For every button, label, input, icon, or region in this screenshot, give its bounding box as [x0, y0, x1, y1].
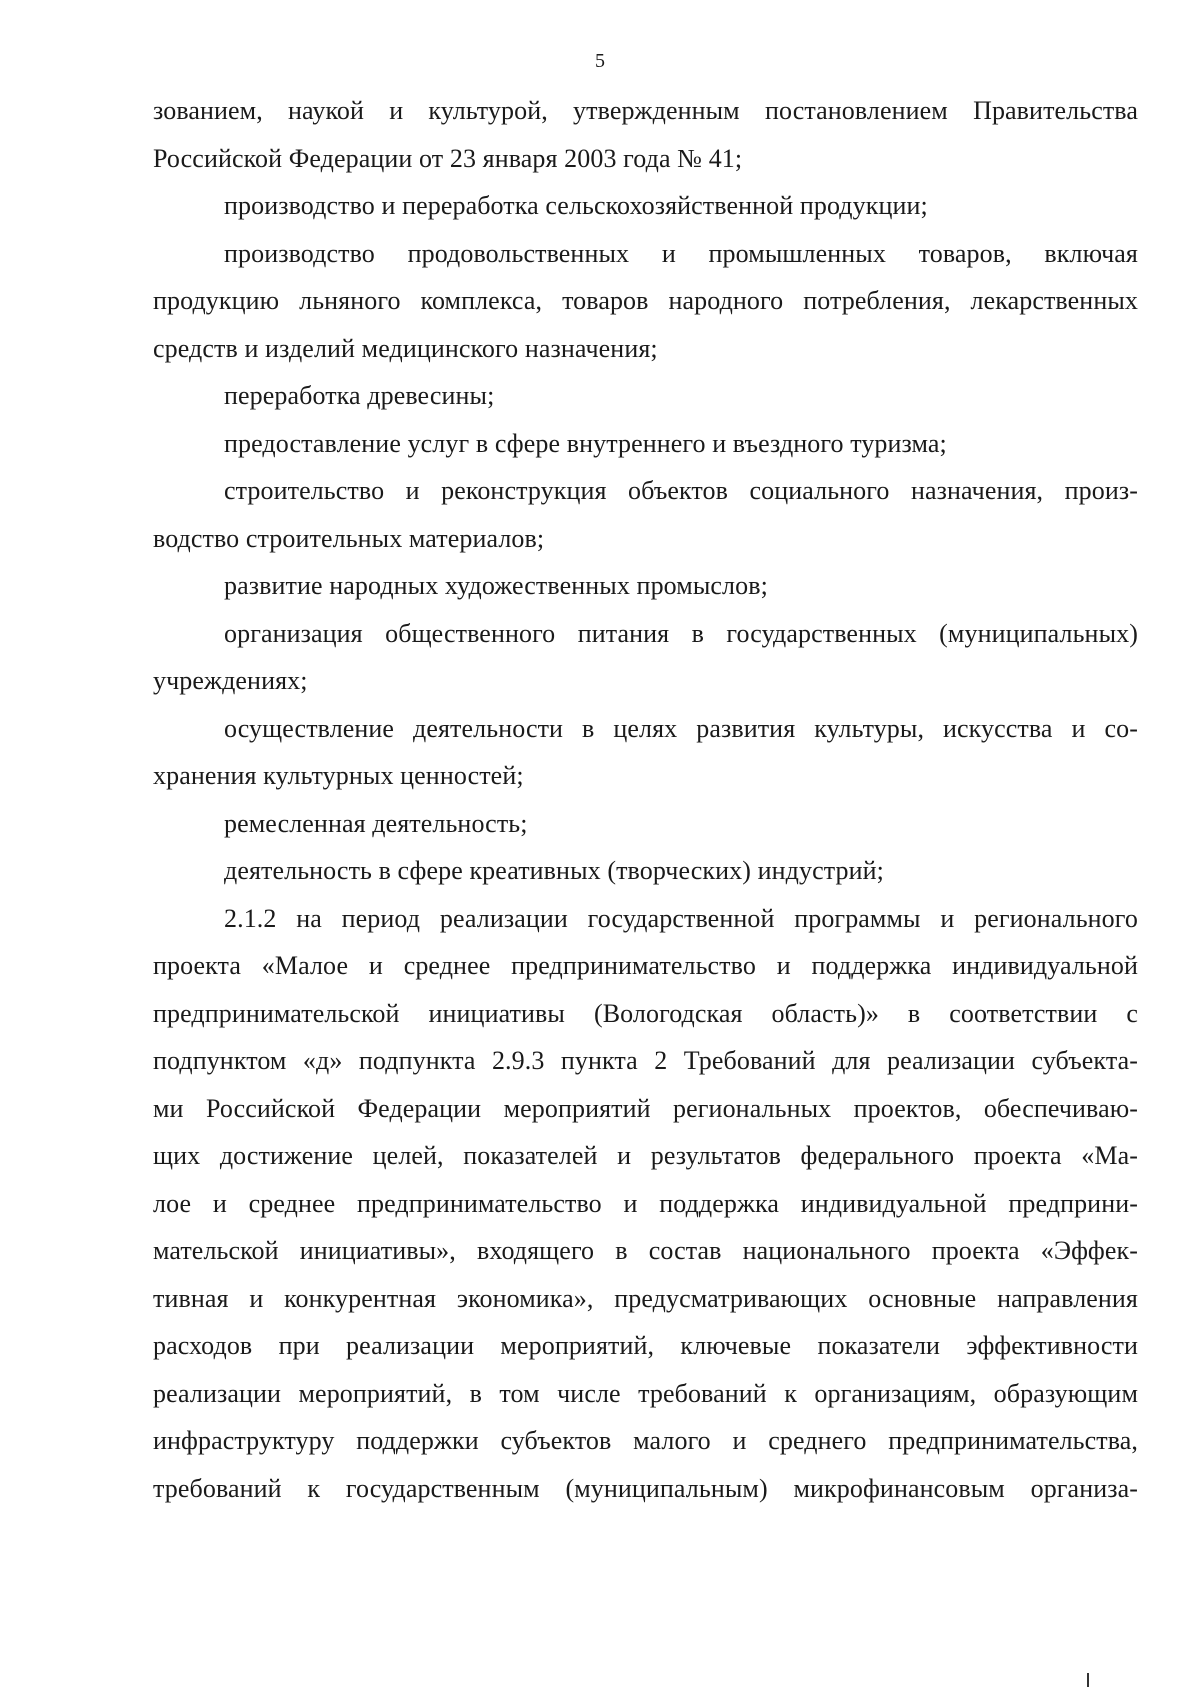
text-line: водство строительных материалов;: [153, 523, 545, 553]
text-line: проекта «Малое и среднее предпринимательство и поддержка индивидуальной: [153, 951, 1138, 980]
text-line: щих достижение целей, показателей и результатов федерального проекта «Ма-: [153, 1141, 1138, 1170]
text-line: предпринимательской инициативы (Вологодская область)» в соответствии с: [153, 998, 1138, 1028]
text-line: учреждениях;: [153, 666, 308, 695]
text-line: деятельность в сфере креативных (творческих) индустрий;: [224, 856, 884, 885]
text-line: осуществление деятельности в целях развития культуры, искусства и со-: [224, 713, 1138, 743]
text-line: строительство и реконструкция объектов социального назначения, произ-: [224, 476, 1138, 505]
page-number: 5: [594, 50, 606, 72]
text-line: тивная и конкурентная экономика», предусматривающих основные направления: [153, 1283, 1138, 1313]
text-line: мательской инициативы», входящего в состав национального проекта «Эффек-: [153, 1236, 1138, 1265]
text-line: развитие народных художественных промыслов;: [224, 571, 768, 600]
text-line: хранения культурных ценностей;: [153, 761, 524, 790]
text-line: средств и изделий медицинского назначения;: [153, 333, 658, 363]
text-line: ми Российской Федерации мероприятий региональных проектов, обеспечиваю-: [153, 1093, 1138, 1123]
text-line: инфраструктуру поддержки субъектов малого и среднего предпринимательства,: [153, 1426, 1138, 1455]
text-line: продукцию льняного комплекса, товаров народного потребления, лекарственных: [153, 286, 1138, 315]
text-line: реализации мероприятий, в том числе требований к организациям, образующим: [153, 1378, 1138, 1408]
text-line: требований к государственным (муниципальным) микрофинансовым организа-: [153, 1473, 1138, 1503]
text-line: производство продовольственных и промышленных товаров, включая: [224, 238, 1138, 268]
text-line: организация общественного питания в государственных (муниципальных): [224, 618, 1138, 648]
document-body: [153, 87, 1138, 1512]
text-line: подпунктом «д» подпункта 2.9.3 пункта 2 Требований для реализации субъекта-: [153, 1046, 1138, 1075]
text-line: 2.1.2 на период реализации государственной программы и регионального: [224, 903, 1138, 933]
text-line: расходов при реализации мероприятий, ключевые показатели эффективности: [153, 1331, 1138, 1360]
text-line: Российской Федерации от 23 января 2003 года № 41;: [153, 143, 743, 173]
text-line: зованием, наукой и культурой, утвержденным постановлением Правительства: [153, 96, 1138, 125]
text-line: предоставление услуг в сфере внутреннего и въездного туризма;: [224, 428, 947, 458]
text-line: ремесленная деятельность;: [224, 808, 528, 838]
text-line: производство и переработка сельскохозяйственной продукции;: [224, 191, 928, 220]
text-line: переработка древесины;: [224, 381, 495, 410]
text-line: лое и среднее предпринимательство и поддержка индивидуальной предприни-: [153, 1188, 1138, 1218]
margin-mark: [1087, 1673, 1089, 1687]
